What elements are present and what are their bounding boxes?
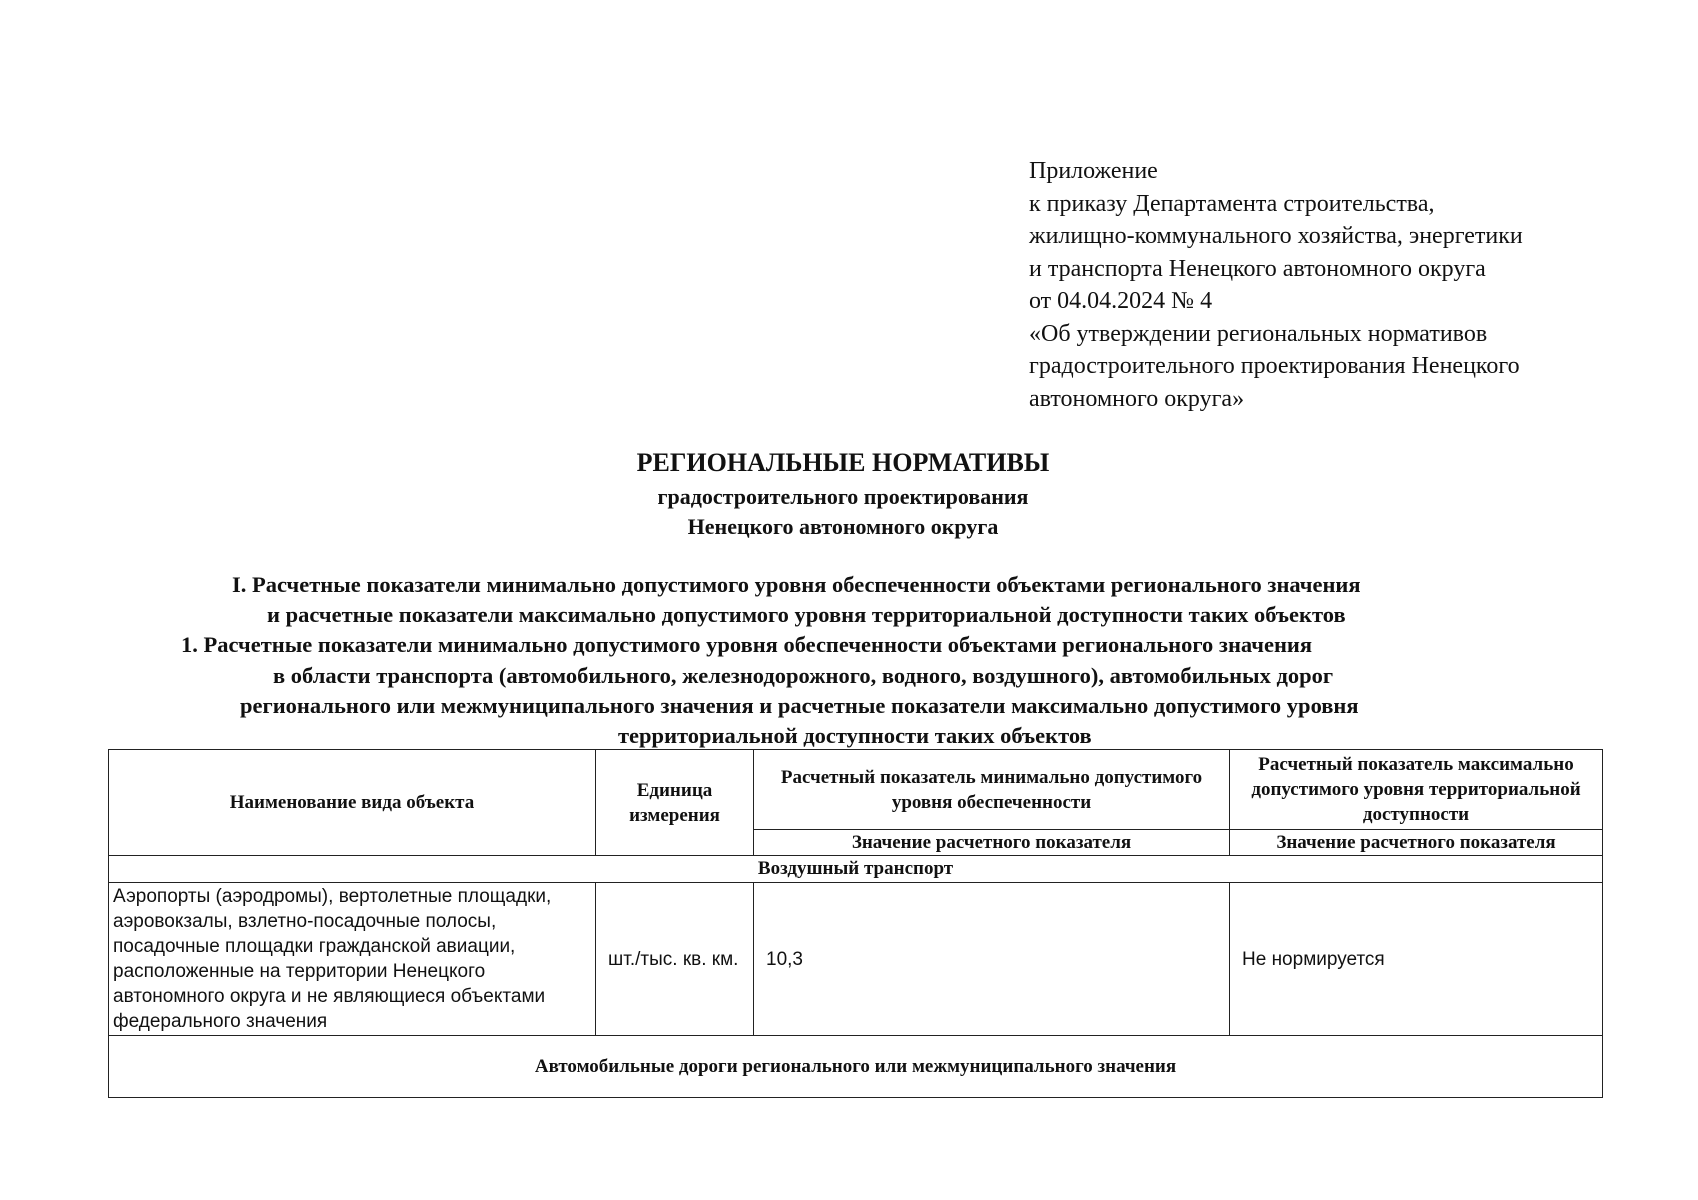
section-heading-line: регионального или межмуниципального значения и расчетные показатели максимально допустимого уровня — [240, 693, 1359, 718]
section-heading-line: I. Расчетные показатели минимально допустимого уровня обеспеченности объектами регионального значения — [232, 572, 1361, 597]
category-air-transport: Воздушный транспорт — [109, 856, 1603, 883]
document-subtitle: градостроительного проектирования — [657, 484, 1029, 509]
category-roads: Автомобильные дороги регионального или межмуниципального значения — [109, 1036, 1603, 1098]
appendix-line: от 04.04.2024 № 4 — [1029, 288, 1213, 314]
cell-max-value: Не нормируется — [1230, 883, 1603, 1036]
header-object-name: Наименование вида объекта — [109, 750, 596, 856]
section-heading-line: территориальной доступности таких объектов — [618, 723, 1092, 748]
appendix-line: «Об утверждении региональных нормативов — [1029, 320, 1488, 347]
appendix-line: к приказу Департамента строительства, — [1029, 190, 1435, 217]
appendix-line: автономного округа» — [1029, 385, 1245, 412]
header-min-value: Значение расчетного показателя — [754, 830, 1230, 856]
appendix-line: жилищно-коммунального хозяйства, энергетики — [1029, 223, 1523, 249]
appendix-line: и транспорта Ненецкого автономного округа — [1029, 255, 1486, 282]
header-max-value: Значение расчетного показателя — [1230, 830, 1603, 856]
table-header-row — [109, 750, 1603, 830]
cell-min-value: 10,3 — [754, 883, 1230, 1036]
header-max-indicator: Расчетный показатель максимально допустимого уровня территориальной доступности — [1230, 750, 1603, 830]
appendix-line: градостроительного проектирования Ненецкого — [1029, 353, 1520, 379]
section-heading-line: и расчетные показатели максимально допустимого уровня территориальной доступности таких объектов — [267, 602, 1346, 627]
document-subtitle: Ненецкого автономного округа — [687, 514, 999, 539]
appendix-line: Приложение — [1029, 158, 1158, 184]
appendix-block — [1029, 155, 1669, 415]
header-min-indicator: Расчетный показатель минимально допустимого уровня обеспеченности — [754, 750, 1230, 830]
cell-unit: шт./тыс. кв. км. — [596, 883, 754, 1036]
table-row — [109, 883, 1603, 1036]
table-category-row — [109, 856, 1603, 883]
cell-object-name: Аэропорты (аэродромы), вертолетные площадки, аэровокзалы, взлетно-посадочные полосы, посадочные площадки гражданской авиации, расположенные на территории Ненецкого автономного округа и не являющиеся объектами федерального значения — [109, 883, 596, 1036]
document-title: РЕГИОНАЛЬНЫЕ НОРМАТИВЫ — [636, 448, 1050, 477]
section-heading-line: в области транспорта (автомобильного, железнодорожного, водного, воздушного), автомобильных дорог — [273, 663, 1334, 688]
table-category-row — [109, 1036, 1603, 1098]
header-unit: Единица измерения — [596, 750, 754, 856]
norms-table — [108, 749, 1603, 1098]
section-heading-line: 1. Расчетные показатели минимально допустимого уровня обеспеченности объектами регионального значения — [181, 632, 1313, 657]
